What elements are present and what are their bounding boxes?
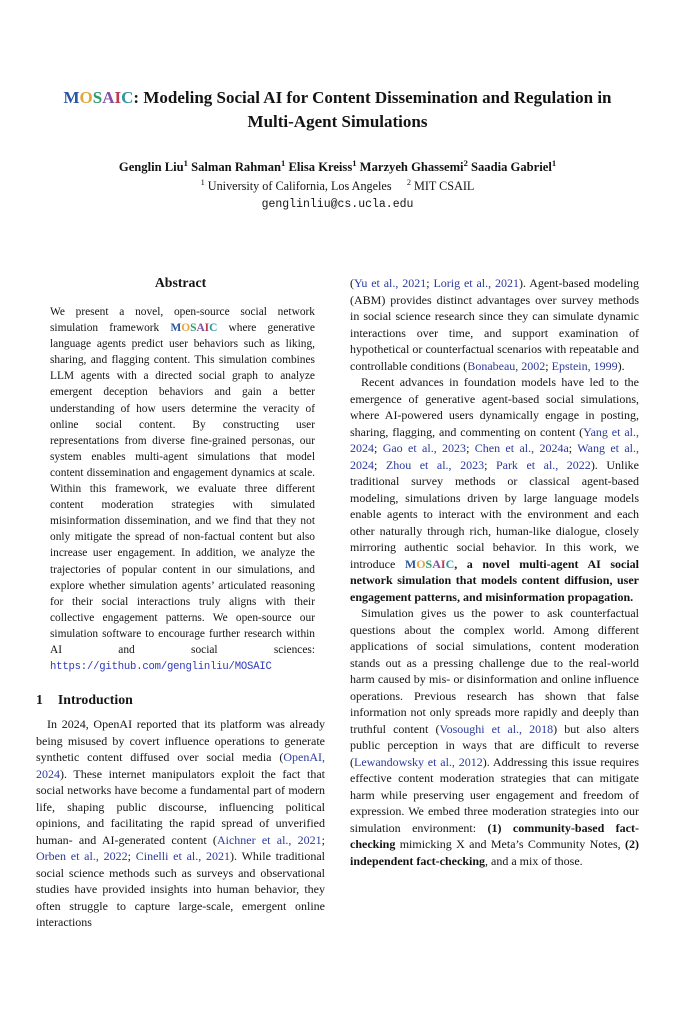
mosaic-wordmark-letter: I <box>440 556 446 571</box>
mosaic-wordmark-letter: S <box>190 322 197 335</box>
citation-link[interactable]: Wang et al., 2024 <box>350 441 639 472</box>
mosaic-wordmark-letter: I <box>204 322 210 335</box>
authors-line <box>0 157 675 175</box>
citation-link[interactable]: Orben et al., 2022 <box>36 849 128 864</box>
section-number: 1 <box>36 692 43 708</box>
abstract-section <box>36 275 325 675</box>
text-run: : Modeling Social AI for Content Dissemination and Regulation in <box>133 88 612 107</box>
bold-text-run: (1) community-based fact-checking <box>350 820 639 851</box>
superscript-marker: 1 <box>352 157 357 168</box>
paper-title <box>0 86 675 134</box>
citation-link[interactable]: OpenAI, 2024 <box>36 750 325 781</box>
text-run: ). Agent-based modeling (ABM) provides distinct advantages over survey methods in social science research since they can simulate dynamic interactions over time, and support examination of hypothetical or counterfactual scenarios with repeatable and controllable conditions ( <box>350 276 640 373</box>
mosaic-wordmark-letter: C <box>121 88 134 107</box>
citation-link[interactable]: Bonabeau, 2002 <box>467 358 546 373</box>
bold-text-run: (2) independent fact-checking <box>350 837 639 868</box>
text-run: Saadia Gabriel <box>467 160 552 174</box>
right-paragraph-1 <box>350 275 639 374</box>
abstract-body <box>50 304 315 675</box>
text-run: Recent advances in foundation models have led to the emergence of generative agent-based social simulations, where AI-powered users dynamically engage in posting, sharing, flagging, and commenting on content ( <box>350 375 639 439</box>
citation-link[interactable]: Aichner et al., 2021 <box>216 832 322 847</box>
text-run: ). Unlike traditional survey methods or classical agent-based modeling, simulations driven by large language models enable agents to interact with the environment and each other naturally through rich, human-like dialogue, closely mirroring authentic social behavior. In this work, we introduce <box>350 457 639 571</box>
text-run: Genglin Liu <box>118 160 184 174</box>
bold-text-run: , a novel multi-agent AI social network simulation that models content diffusion, user engagement patterns, and misinformation propagation. <box>350 556 639 604</box>
text-run: ; <box>426 276 434 290</box>
title-line-2: Multi-Agent Simulations <box>247 112 428 131</box>
superscript-marker: 1 <box>551 157 557 168</box>
citation-link[interactable]: Gao et al., 2023 <box>382 441 467 455</box>
section-heading-introduction <box>36 692 325 708</box>
mosaic-wordmark-letter: S <box>425 556 433 571</box>
paper-header <box>0 0 675 212</box>
text-run: In 2024, OpenAI reported that its platform was already being misused by covert influence operations to generate synthetic content diffused over social media ( <box>36 717 325 765</box>
mosaic-wordmark-letter: M <box>170 322 182 335</box>
text-run: ( <box>350 276 354 290</box>
text-run: ; <box>466 441 475 455</box>
citation-link[interactable]: Vosoughi et al., 2018 <box>439 721 554 736</box>
text-run: ; <box>374 457 386 472</box>
citation-link[interactable]: Cinelli et al., 2021 <box>135 849 231 864</box>
section-title: Introduction <box>57 692 133 708</box>
mosaic-wordmark-letter: M <box>404 556 417 571</box>
mosaic-wordmark-letter: M <box>63 88 80 107</box>
email-address: genglinliu@cs.ucla.edu <box>261 198 414 211</box>
text-run: ). <box>617 358 625 373</box>
github-link[interactable]: https://github.com/genglinliu/MOSAIC <box>50 661 272 674</box>
mosaic-wordmark-letter: A <box>102 88 115 107</box>
text-run: ; <box>484 457 496 472</box>
mosaic-wordmark-letter: I <box>114 88 122 107</box>
text-run: University of California, Los Angeles <box>204 179 407 193</box>
superscript-marker: 1 <box>183 157 188 168</box>
title-line-1 <box>0 86 675 110</box>
text-run: , and a mix of those. <box>485 853 583 868</box>
citation-link[interactable]: Epstein, 1999 <box>551 358 618 373</box>
text-run: ; <box>321 832 325 847</box>
text-run: ). Addressing this issue requires effective content moderation strategies that can mitigate harm while preserving user engagement and freedom of expression. We embed three moderation strategies into our simulation environment: <box>350 754 639 835</box>
mosaic-wordmark-letter: C <box>445 556 455 571</box>
superscript-marker: 2 <box>406 177 411 187</box>
citation-link[interactable]: Park et al., 2022 <box>495 457 591 472</box>
citation-link[interactable]: Yang et al., 2024 <box>350 424 639 455</box>
text-run: Marzyeh Ghassemi <box>356 160 464 174</box>
superscript-marker: 1 <box>200 177 205 187</box>
text-run: ; <box>545 358 552 373</box>
mosaic-wordmark-letter: O <box>181 322 191 335</box>
mosaic-wordmark-letter: A <box>432 556 441 571</box>
text-run: Elisa Kreiss <box>285 160 353 174</box>
intro-paragraph <box>36 716 325 931</box>
two-column-body <box>0 275 675 931</box>
mosaic-wordmark-letter: O <box>79 88 93 107</box>
text-run: Salman Rahman <box>187 160 282 174</box>
text-run: MIT CSAIL <box>410 179 475 193</box>
affiliations-line <box>0 179 675 194</box>
superscript-marker: 1 <box>281 157 286 168</box>
text-run: ). These internet manipulators exploit the fact that social networks have become a fundamental part of modern life, shaping public discourse, influencing political opinions, and facilitating the rapid spread of unverified human- and AI-generated content ( <box>36 766 325 847</box>
citation-link[interactable]: Chen et al., 2024a <box>474 441 569 455</box>
text-run: ; <box>127 849 136 864</box>
right-paragraph-3 <box>350 605 639 869</box>
citation-link[interactable]: Zhou et al., 2023 <box>385 457 485 472</box>
text-run: where generative language agents predict user behaviors such as liking, sharing, and flagging content. This simulation combines LLM agents with a directed social graph to analyze emergent deception behaviors and gain a better understanding of how users determine the veracity of online social content. By constructing user representations from diverse fine-grained personas, our system enables multi-agent simulations that model content dissemination and engagement dynamics at scale. Within this framework, we evaluate three different content moderation strategies with simulated misinformation dissemination, and we find that they not only mitigate the spread of non-factual content but also increase user engagement. In addition, we analyze the trajectories of popular content in our simulations, and explore whether simulation agents’ articulated reasoning for their social interactions truly aligns with their collective engagement patterns. We open-source our simulation software to encourage further research within AI and social sciences: <box>50 322 315 656</box>
text-run: Simulation gives us the power to ask counterfactual questions about the complex world. Among different applications of social simulations, content moderation stands out as a pressing challenge due to the real-world harm caused by mis- or disinformation and online influence operations. Previous research has shown that false information not only spreads more rapidly and deeply than truthful content ( <box>350 606 639 736</box>
mosaic-wordmark-letter: O <box>416 556 426 571</box>
text-run: ; <box>374 441 383 455</box>
left-column <box>36 275 325 931</box>
citation-link[interactable]: Yu et al., 2021 <box>354 276 427 290</box>
mosaic-wordmark-letter: S <box>92 88 103 107</box>
citation-link[interactable]: Lewandowsky et al., 2012 <box>354 754 483 769</box>
right-column <box>350 275 639 869</box>
text-run: ). While traditional social science methods such as surveys and observational studies have provided insights into human behavior, they often struggle to capture large-scale, emergent online interactions <box>36 849 325 930</box>
mosaic-wordmark-letter: A <box>196 322 205 335</box>
text-run: mimicking X and Meta’s Community Notes, <box>395 837 625 851</box>
citation-link[interactable]: Lorig et al., 2021 <box>433 276 519 290</box>
text-run: ; <box>568 441 578 455</box>
text-run: ) but also alters public perception in ways that are difficult to reverse ( <box>350 721 640 769</box>
right-paragraph-2 <box>350 374 639 605</box>
text-run: We present a novel, open-source social network simulation framework <box>50 306 315 335</box>
superscript-marker: 2 <box>463 157 468 168</box>
abstract-heading: Abstract <box>154 275 207 290</box>
mosaic-wordmark-letter: C <box>209 322 218 335</box>
